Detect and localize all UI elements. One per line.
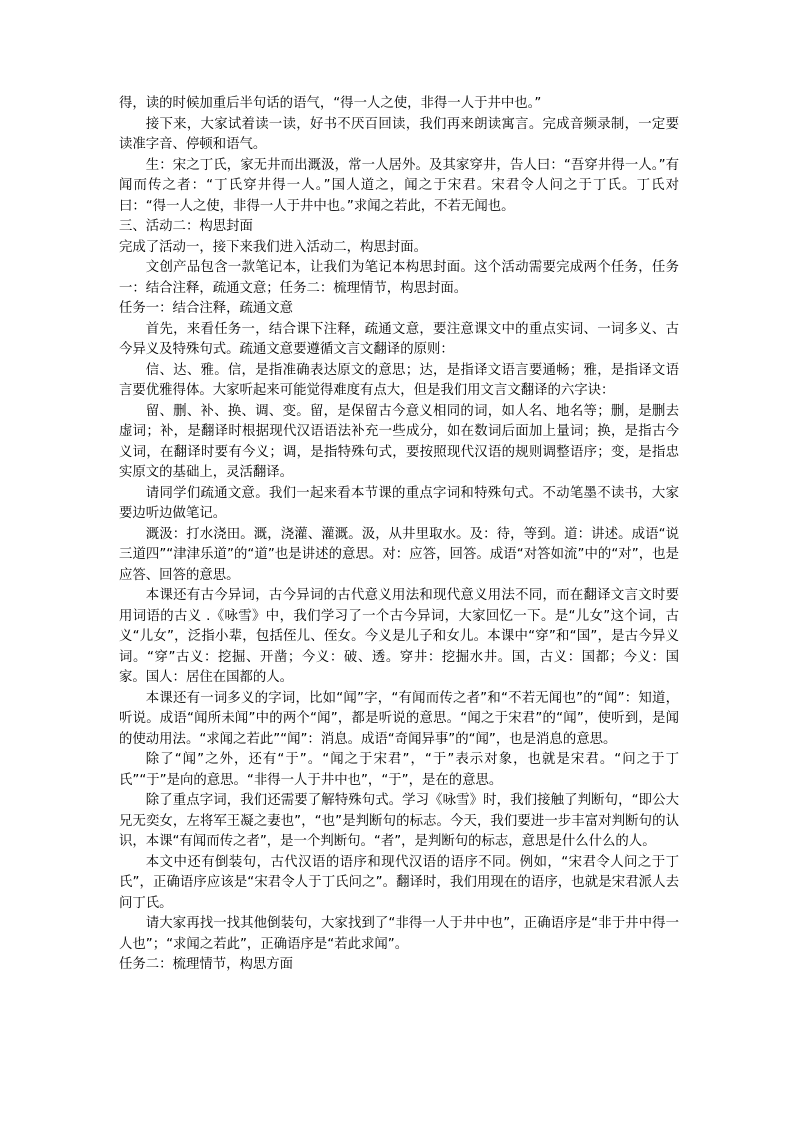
paragraph-2: 接下来，大家试着读一读，好书不厌百回读，我们再来朗读寓言。完成音频录制，一定要读准字音、停顿和语气。 xyxy=(119,116,679,152)
task-1-heading: 任务一：结合注释，疏通文意 xyxy=(119,301,294,316)
paragraph-5: 完成了活动一，接下来我们进入活动二，构思封面。 xyxy=(119,239,427,255)
paragraph-1: 得，读的时候加重后半句话的语气，“得一人之使，非得一人于井中也。” xyxy=(119,96,542,111)
paragraph-16: 除了重点字词，我们还需要了解特殊句式。学习《咏雪》时，我们接触了判断句，“即公大兄无奕女，左将军王凝之妻也”，“也”是判断句的标志。今天，我们要进一步丰富对判断句的认识，本课“有闻而传之者”，是一个判断句。“者”，是判断句的标志，意思是什么什么的人。 xyxy=(119,793,679,849)
document-page xyxy=(119,94,679,976)
section-heading-activity-2: 三、活动二：构思封面 xyxy=(119,219,253,234)
paragraph-18: 请大家再找一找其他倒装句，大家找到了“非得一人于井中也”，正确语序是“非于井中得一人也”；“求闻之若此”，正确语序是“若此求闻”。 xyxy=(119,916,679,952)
paragraph-14: 本课还有一词多义的字词，比如“闻”字，“有闻而传之者”和“不若无闻也”的“闻”：知道，听说。成语“闻所未闻”中的两个“闻”，都是听说的意思。“闻之于宋君”的“闻”，使听到，是闻的使动用法。“求闻之若此”“闻”：消息。成语“奇闻异事”的“闻”，也是消息的意思。 xyxy=(119,690,679,747)
paragraph-13: 本课还有古今异词，古今异词的古代意义用法和现代意义用法不同，而在翻译文言文时要用词语的古义 .《咏雪》中，我们学习了一个古今异词，大家回忆一下。是“儿女”这个词，古义“儿女”，泛指小辈，包括侄儿、侄女。今义是儿子和女儿。本课中“穿”和“国”，是古今异义词。“穿”古义：挖掘、开凿；今义：破、透。穿井：挖掘水井。国，古义：国都；今义：国家。国人：居住在国都的人。 xyxy=(119,588,679,685)
paragraph-17: 本文中还有倒装句，古代汉语的语序和现代汉语的语序不同。例如，“宋君令人问之于丁氏”，正确语序应该是“宋君令人于丁氏问之”。翻译时，我们用现在的语序，也就是宋君派人去问丁氏。 xyxy=(119,854,679,911)
paragraph-9: 信、达、雅。信，是指准确表达原文的意思；达，是指译文语言要通畅；雅，是指译文语言要优雅得体。大家听起来可能觉得难度有点大，但是我们用文言文翻译的六字诀： xyxy=(119,362,679,398)
paragraph-11: 请同学们疏通文意。我们一起来看本节课的重点字词和特殊句式。不动笔墨不读书，大家要边听边做笔记。 xyxy=(119,485,679,521)
paragraph-15: 除了“闻”之外，还有“于”。“闻之于宋君”，“于”表示对象，也就是宋君。“问之于丁氏”“于”是向的意思。“非得一人于井中也”，“于”，是在的意思。 xyxy=(119,752,679,788)
paragraph-6: 文创产品包含一款笔记本，让我们为笔记本构思封面。这个活动需要完成两个任务，任务一：结合注释，疏通文意；任务二：梳理情节，构思封面。 xyxy=(119,260,679,296)
paragraph-10: 留、删、补、换、调、变。留，是保留古今意义相同的词，如人名、地名等；删，是删去虚词；补，是翻译时根据现代汉语语法补充一些成分，如在数词后面加上量词；换，是指古今义词，在翻译时要有今义；调，是指特殊句式，要按照现代汉语的规则调整语序；变，是指忠实原文的基础上，灵活翻译。 xyxy=(119,403,679,480)
task-2-heading: 任务二：梳理情节，构思方面 xyxy=(119,957,294,972)
paragraph-12: 溉汲：打水浇田。溉，浇灌、灌溉。汲，从井里取水。及：待，等到。道：讲述。成语“说三道四”“津津乐道”的“道”也是讲述的意思。对：应答，回答。成语“对答如流”中的“对”，也是应答、回答的意思。 xyxy=(119,526,679,583)
paragraph-3: 生：宋之丁氏，家无井而出溉汲，常一人居外。及其家穿井，告人曰：“吾穿井得一人。”有闻而传之者：“丁氏穿井得一人。”国人道之，闻之于宋君。宋君令人问之于丁氏。丁氏对曰：“得一人之使，非得一人于井中也。”求闻之若此，不若无闻也。 xyxy=(119,157,679,214)
paragraph-8: 首先，来看任务一，结合课下注释，疏通文意，要注意课文中的重点实词、一词多义、古今异义及特殊句式。疏通文意要遵循文言文翻译的原则： xyxy=(119,321,679,357)
